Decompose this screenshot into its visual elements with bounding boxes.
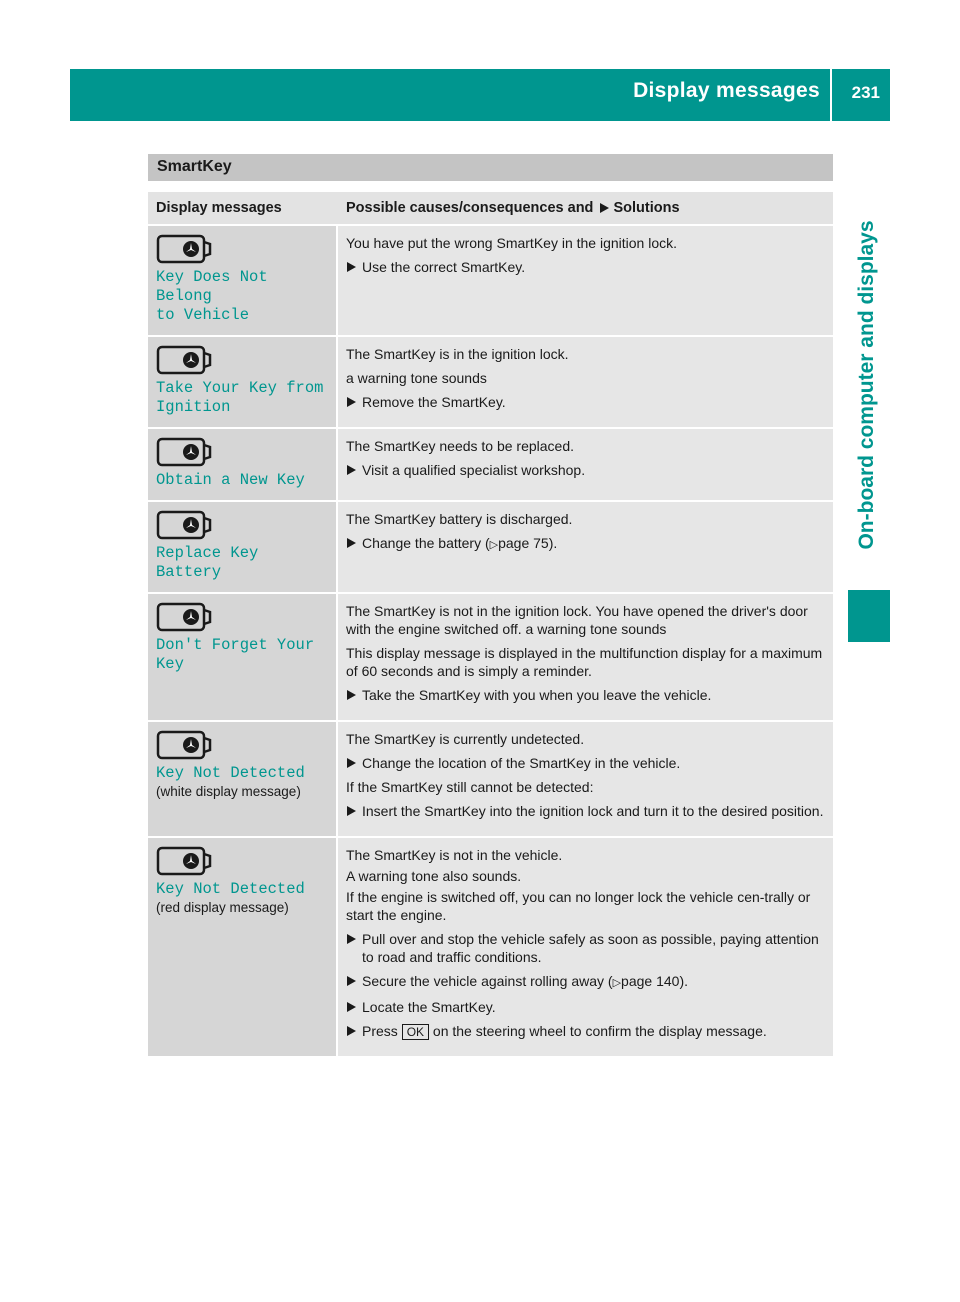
table-row [148,502,833,592]
ok-key-symbol: OK [402,1024,429,1040]
action-text: Change the battery ( [362,535,490,551]
smartkey-icon [156,846,212,876]
cause-text: The SmartKey is in the ignition lock. [346,346,569,362]
table-row [148,337,833,427]
solution-cell [338,337,833,427]
cause-text: a warning tone sounds [346,370,487,386]
solution-cell [338,429,833,500]
solution-cell [338,722,833,836]
action-item [346,802,825,820]
action-item [346,461,825,479]
action-text: Secure the vehicle against rolling away ( [362,973,613,989]
page-reference[interactable]: page 140). [621,973,688,989]
table-row [148,429,833,500]
smartkey-icon [156,234,212,264]
cause-text: The SmartKey battery is discharged. [346,511,573,527]
arrow-icon [347,690,356,700]
cause-text: The SmartKey is not in the vehicle. [346,847,563,863]
display-message-cell [148,722,338,836]
cause-text: This display message is displayed in the multifunction display for a maximum of 60 seconds and is simply a reminder. [346,645,823,679]
cause-text: If the SmartKey still cannot be detected: [346,779,594,795]
action-item [346,930,825,966]
side-tab-label: On-board computer and displays [855,220,878,550]
page-number: 231 [851,83,880,102]
cause-text: The SmartKey is currently undetected. [346,731,585,747]
display-message-cell [148,337,338,427]
action-text: Use the correct SmartKey. [362,259,526,275]
page-header [70,69,890,121]
smartkey-icon [156,602,212,632]
action-text: on the steering wheel to confirm the display message. [432,1023,767,1039]
table-row [148,838,833,1056]
solution-cell [338,502,833,592]
arrow-icon [347,976,356,986]
table-row [148,226,833,335]
display-message-cell [148,838,338,1056]
cause-text: If the engine is switched off, you can no longer lock the vehicle cen-trally or start the engine. [346,889,811,923]
header-divider [830,69,832,121]
display-message-line: to Vehicle [156,306,250,324]
action-item [346,972,825,992]
side-tab [842,175,892,595]
display-message-line: Take Your Key from [156,379,324,397]
display-message-line: Replace Key Battery [156,544,259,581]
smartkey-icon [156,437,212,467]
arrow-icon [347,465,356,475]
action-text: Pull over and stop the vehicle safely as soon as possible, paying attention to road and traffic conditions. [362,931,819,965]
arrow-icon [347,538,356,548]
cause-text: You have put the wrong SmartKey in the ignition lock. [346,235,678,251]
table-row [148,722,833,836]
action-text: Insert the SmartKey into the ignition lock and turn it to the desired position. [362,803,824,819]
arrow-icon [347,1026,356,1036]
column-header-display-messages: Display messages [148,192,338,224]
action-item [346,1022,825,1040]
display-message-cell [148,226,338,335]
action-item [346,258,825,276]
section-title: SmartKey [157,158,232,175]
display-messages-table [148,190,833,1058]
page-reference-icon: ▷ [612,977,622,989]
solution-cell [338,838,833,1056]
action-item [346,998,825,1016]
display-message-line: Key Not Detected [156,764,305,782]
display-message-line: Key [156,655,184,673]
action-text: Visit a qualified specialist workshop. [362,462,586,478]
column-header-causes-text: Possible causes/consequences and [346,200,594,216]
display-message-cell [148,429,338,500]
arrow-icon [347,806,356,816]
smartkey-icon [156,345,212,375]
smartkey-icon [156,510,212,540]
action-item [346,393,825,411]
page-reference[interactable]: page 75). [498,535,558,551]
arrow-icon [347,262,356,272]
display-message-note: (red display message) [156,900,289,915]
action-item [346,754,825,772]
column-header-causes [338,192,833,224]
display-message-cell [148,594,338,720]
solution-cell [338,594,833,720]
page-reference-icon: ▷ [489,539,499,551]
page-header-title: Display messages [633,79,820,102]
arrow-icon [600,203,609,213]
arrow-icon [347,397,356,407]
section-header [148,154,833,181]
smartkey-icon [156,730,212,760]
display-message-line: Key Not Detected [156,880,305,898]
display-message-note: (white display message) [156,784,301,799]
arrow-icon [347,934,356,944]
action-text: Press [362,1023,398,1039]
solution-cell [338,226,833,335]
display-message-line: Don't Forget Your [156,636,315,654]
display-message-cell [148,502,338,592]
action-item [346,534,825,554]
cause-text: A warning tone also sounds. [346,868,522,884]
action-text: Locate the SmartKey. [362,999,496,1015]
display-message-line: Obtain a New Key [156,471,305,489]
table-header-row [148,192,833,224]
arrow-icon [347,1002,356,1012]
action-item [346,686,825,704]
table-row [148,594,833,720]
action-text: Remove the SmartKey. [362,394,506,410]
cause-text: The SmartKey needs to be replaced. [346,438,575,454]
display-message-line: Ignition [156,398,231,416]
display-message-line: Key Does Not Belong [156,268,268,305]
arrow-icon [347,758,356,768]
cause-text: The SmartKey is not in the ignition lock. You have opened the driver's door with the engine switched off. a warning tone sounds [346,603,808,637]
action-text: Take the SmartKey with you when you leave the vehicle. [362,687,712,703]
column-header-solutions-text: Solutions [613,200,680,216]
action-text: Change the location of the SmartKey in the vehicle. [362,755,681,771]
side-tab-marker [848,590,890,642]
